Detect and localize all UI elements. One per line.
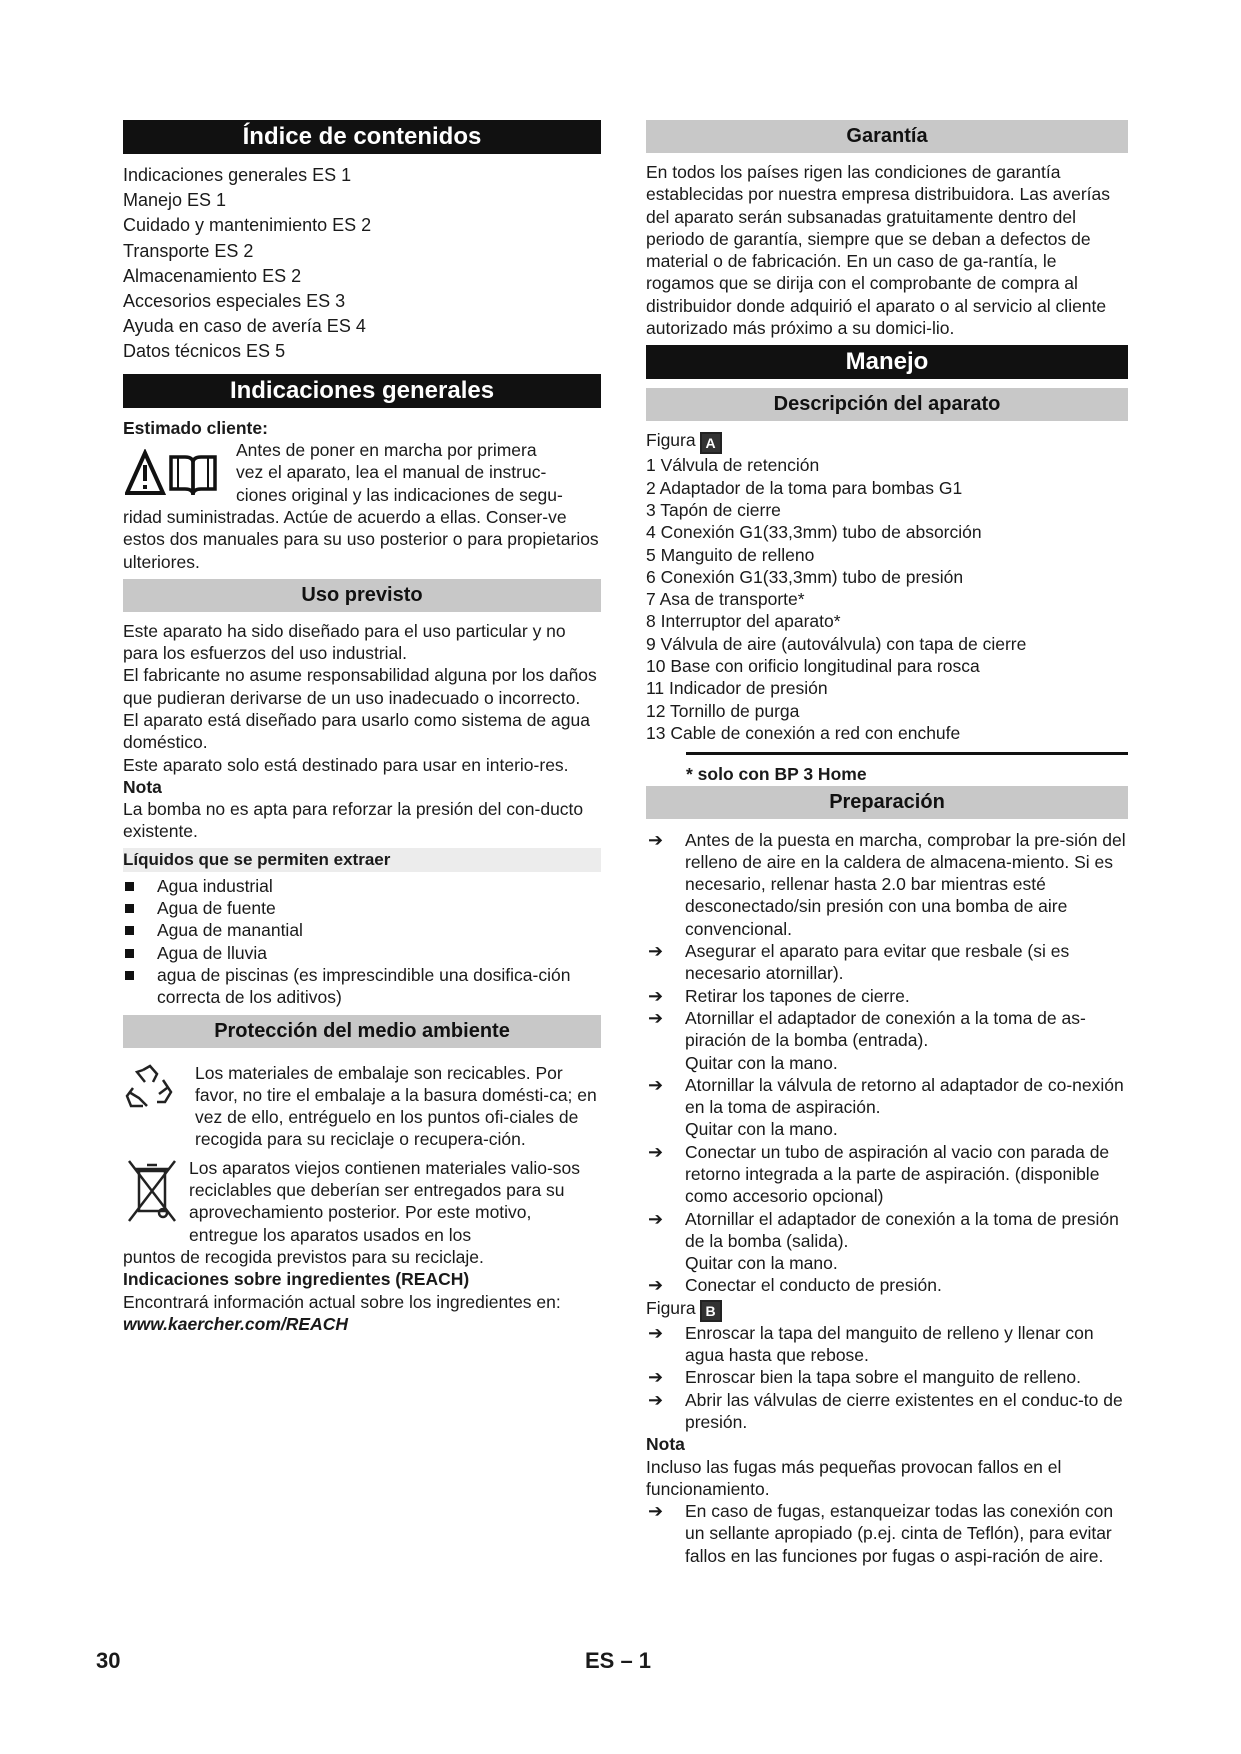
disposal-text: Los aparatos viejos contienen materiales valio-sos reciclables que deberían ser entregados para su aprovechamiento posterior. Por este motivo, entregue los aparatos usados en los [189,1157,581,1245]
recycle-icon [123,1062,177,1116]
figure-b-icon: B [700,1300,722,1322]
toc-item: Ayuda en caso de avería ES 4 [123,316,366,337]
page-code: ES – 1 [585,1648,652,1673]
page-number: 30 [96,1648,121,1673]
list-item: ➔ Enroscar bien la tapa sobre el manguito de relleno. [648,1367,1081,1388]
intended-para: El aparato está diseñado para usarlo como sistema de agua doméstico. [123,710,590,753]
list-item: Agua de lluvia [123,942,601,964]
figure-label: Figura [646,430,696,451]
arrow-right-icon: ➔ [648,1389,664,1410]
toc-title: Índice de contenidos [123,120,601,154]
intro-line: ciones original y las indicaciones de segu- [236,484,563,505]
toc-list [123,163,601,365]
list-item: ➔ Abrir las válvulas de cierre existentes en el conduc-to de presión. [648,1389,1123,1432]
environment-title: Protección del medio ambiente [123,1015,601,1048]
divider [686,752,1128,755]
note-label: Nota [646,1434,685,1455]
figure-b-ref [646,1297,1128,1322]
arrow-right-icon: ➔ [648,1208,664,1229]
right-column [646,120,1128,1567]
note-text: La bomba no es apta para reforzar la presión del con-ducto existente. [123,799,584,842]
list-item: 8 Interruptor del aparato* [646,611,841,632]
figure-label: Figura [646,1297,696,1318]
list-item: 1 Válvula de retención [646,455,820,476]
list-item: 10 Base con orificio longitudinal para rosca [646,656,980,677]
note-text: Incluso las fugas más pequeñas provocan fallos en el funcionamiento. [646,1456,1062,1499]
list-item: ➔ Retirar los tapones de cierre. [648,985,910,1006]
liquids-list [123,875,601,1009]
liquids-title: Líquidos que se permiten extraer [123,848,601,872]
toc-item: Manejo ES 1 [123,190,227,211]
arrow-right-icon: ➔ [648,1322,664,1343]
figure-a-ref [646,429,1128,454]
list-item: ➔ Asegurar el aparato para evitar que resbale (si es necesario atornillar). [648,941,1070,984]
toc-item: Almacenamiento ES 2 [123,265,302,286]
arrow-right-icon: ➔ [648,1501,664,1522]
list-item: ➔ Conectar el conducto de presión. [648,1275,942,1296]
intro-rest: ridad suministradas. Actúe de acuerdo a ellas. Conser-ve estos dos manuales para su uso posterior o para propietarios ulteriores. [123,506,599,572]
list-item: 13 Cable de conexión a red con enchufe [646,722,961,743]
list-item: 4 Conexión G1(33,3mm) tubo de absorción [646,522,982,543]
intro-line: Antes de poner en marcha por primera [236,439,537,460]
steps-list-3 [646,1500,1128,1567]
operation-title: Manejo [646,345,1128,379]
list-item: 9 Válvula de aire (autoválvula) con tapa de cierre [646,633,1027,654]
footnote: * solo con BP 3 Home [686,764,867,785]
list-item: Agua industrial [123,875,601,897]
list-item: 5 Manguito de relleno [646,544,815,565]
list-item: Agua de fuente [123,897,601,919]
list-item: 7 Asa de transporte* [646,589,805,610]
intro-block [123,439,601,506]
list-item: 12 Tornillo de purga [646,700,800,721]
arrow-right-icon: ➔ [648,829,664,850]
note-label: Nota [123,776,162,797]
list-item: 2 Adaptador de la toma para bombas G1 [646,477,963,498]
left-column [123,120,601,1335]
toc-item: Transporte ES 2 [123,240,254,261]
warning-manual-icon [125,449,225,499]
arrow-right-icon: ➔ [648,985,664,1006]
intended-para: El fabricante no asume responsabilidad alguna por los daños que pudieran derivarse de un uso inadecuado o incorrecto. [123,665,597,708]
disposal-text-rest: puntos de recogida previstos para su reciclaje. [123,1246,484,1267]
steps-list [646,829,1128,1297]
disposal-block [123,1157,601,1246]
figure-a-icon: A [700,432,722,454]
arrow-right-icon: ➔ [648,1367,664,1388]
crossed-bin-icon [123,1157,181,1227]
description-title: Descripción del aparato [646,388,1128,421]
list-item: ➔ Antes de la puesta en marcha, comprobar la pre-sión del relleno de aire en la caldera de almacena-miento. Si es necesario, rellenar hasta 2.0 bar mientras esté desconectado/sin presión con una bomba de aire convencional. [648,829,1126,939]
warranty-text: En todos los países rigen las condiciones de garantía establecidas por nuestra empresa distribuidora. Las averías del aparato serán subsanadas gratuitamente dentro del periodo de garantía, siempre que se deban a defectos de material o de fabricación. En un caso de ga-rantía, le rogamos que se dirija con el comprobante de compra al distribuidor donde adquirió el aparato o al servicio al cliente autorizado más próximo a su domici-lio. [646,162,1110,339]
warranty-title: Garantía [646,120,1128,153]
steps-list-2 [646,1322,1128,1433]
intro-line: vez el aparato, lea el manual de instruc- [236,462,547,483]
list-item: ➔ Atornillar el adaptador de conexión a la toma de as-piración de la bomba (entrada). Quitar con la mano. [648,1007,1086,1073]
arrow-right-icon: ➔ [648,1275,664,1296]
parts-list [646,454,1128,744]
list-item: ➔ Enroscar la tapa del manguito de relleno y llenar con agua hasta que rebose. [648,1322,1094,1366]
list-item: 6 Conexión G1(33,3mm) tubo de presión [646,566,964,587]
preparation-title: Preparación [646,786,1128,819]
toc-item: Accesorios especiales ES 3 [123,291,346,312]
reach-link[interactable]: www.kaercher.com/REACH [123,1313,348,1334]
recycle-text: Los materiales de embalaje son recicables. Por favor, no tire el embalaje a la basura domésti-ca; en vez de ello, entréguelo en los puntos ofi-ciales de recogida para su reciclaje o recupera-ción. [195,1062,597,1150]
list-item: ➔ Atornillar el adaptador de conexión a la toma de presión de la bomba (salida). Quitar con la mano. [648,1208,1119,1274]
recycle-block [123,1062,601,1151]
dear-customer: Estimado cliente: [123,417,268,438]
toc-item: Cuidado y mantenimiento ES 2 [123,215,372,236]
toc-item: Indicaciones generales ES 1 [123,165,352,185]
list-item: ➔ Atornillar la válvula de retorno al adaptador de co-nexión en la toma de aspiración. Quitar con la mano. [648,1074,1124,1140]
arrow-right-icon: ➔ [648,1141,664,1162]
reach-title: Indicaciones sobre ingredientes (REACH) [123,1269,470,1290]
list-item: ➔ Conectar un tubo de aspiración al vacio con parada de retorno integrada a la parte de aspiración. (disponible como accesorio opcional) [648,1141,1110,1207]
list-item: 3 Tapón de cierre [646,499,781,520]
general-title: Indicaciones generales [123,374,601,408]
intended-para: Este aparato ha sido diseñado para el uso particular y no para los esfuerzos del uso industrial. [123,620,566,664]
intended-use-title: Uso previsto [123,579,601,612]
toc-item: Datos técnicos ES 5 [123,341,286,362]
list-item: Agua de manantial [123,919,601,941]
list-item: 11 Indicador de presión [646,678,828,699]
list-item: ➔ En caso de fugas, estanqueizar todas las conexión con un sellante apropiado (p.ej. cinta de Teflón), para evitar fallos en las funciones por fugas o aspi-ración de aire. [648,1501,1114,1566]
arrow-right-icon: ➔ [648,1074,664,1095]
list-item: agua de piscinas (es imprescindible una dosifica-ción correcta de los aditivos) [123,964,601,1009]
intended-para: Este aparato solo está destinado para usar en interio-res. [123,754,569,775]
reach-text: Encontrará información actual sobre los ingredientes en: [123,1291,561,1312]
arrow-right-icon: ➔ [648,941,664,962]
arrow-right-icon: ➔ [648,1007,664,1028]
